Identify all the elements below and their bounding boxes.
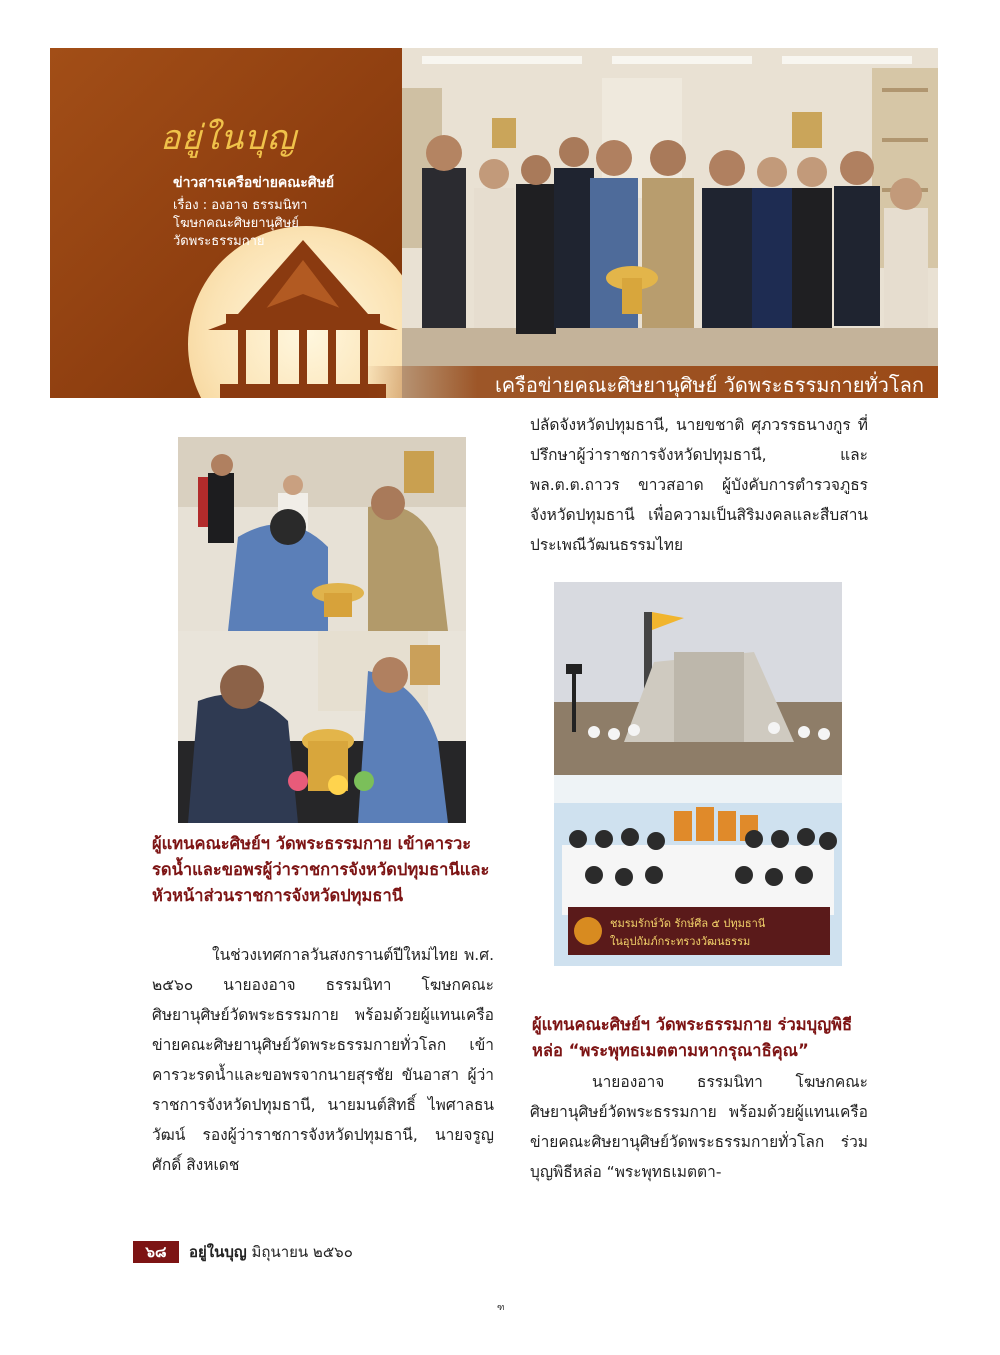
banner-line1: ชมรมรักษ์วัด รักษ์ศีล ๕ ปทุมธานี xyxy=(610,917,766,930)
article1-paragraph: ในช่วงเทศกาลวันสงกรานต์ปีใหม่ไทย พ.ศ. ๒๕๖๐ นายองอาจ ธรรมนิทา โฆษกคณะศิษยานุศิษย์วัดพระธรรมกาย พร้อมด้วยผู้แทนเครือข่ายคณะศิษยานุศิษย์วัดพระธรรมกายทั่วโลก เข้าคารวะรดน้ำและขอพรจากนายสุรชัย ขันอาสา ผู้ว่าราชการจังหวัดปทุมธานี, นายมนต์สิทธิ์ ไพศาลธนวัฒน์ รองผู้ว่าราชการจังหวัดปทุมธานี, นายจรูญศักดิ์ สิงหเดช xyxy=(152,946,494,1174)
photo-group-with-banner xyxy=(554,775,842,966)
magazine-logo: อยู่ในบุญ xyxy=(160,118,297,158)
footer-magazine-name: อยู่ในบุญ xyxy=(189,1243,247,1261)
photo-statue-casting-site xyxy=(554,582,842,775)
header-banner xyxy=(50,48,938,398)
article2-paragraph: นายองอาจ ธรรมนิทา โฆษกคณะศิษยานุศิษย์วัดพระธรรมกาย พร้อมด้วยผู้แทนเครือข่ายคณะศิษยานุศิษย์วัดพระธรรมกายทั่วโลก ร่วมบุญพิธีหล่อ “พระพุทธเมตตา- xyxy=(530,1073,868,1181)
article1-body xyxy=(152,940,494,1180)
author-org: วัดพระธรรมกาย xyxy=(173,234,265,249)
article1-heading: ผู้แทนคณะศิษย์ฯ วัดพระธรรมกาย เข้าคารวะรดน้ำและขอพรผู้ว่าราชการจังหวัดปทุมธานีและหัวหน้าส่วนราชการจังหวัดปทุมธานี xyxy=(152,834,490,905)
article1-continued-paragraph: ปลัดจังหวัดปทุมธานี, นายขชาติ ศุภวรรธนางกูร ที่ปรึกษาผู้ว่าราชการจังหวัดปทุมธานี, และ พล.ต.ต.ถาวร ขาวสอาด ผู้บังคับการตำรวจภูธรจังหวัดปทุมธานี เพื่อความเป็นสิริมงคลและสืบสานประเพณีวัฒนธรรมไทย xyxy=(530,416,868,554)
footer-magazine-info xyxy=(189,1241,353,1263)
column-credits xyxy=(173,172,393,251)
group-photo xyxy=(402,48,938,398)
byline: เรื่อง : องอาจ ธรรมนิทา xyxy=(173,198,308,213)
photo-water-pouring-police xyxy=(178,631,466,823)
page-number: ๖๘ xyxy=(133,1241,179,1263)
print-mark: ฑ xyxy=(497,1303,505,1313)
banner-line2: ในอุปถัมภ์กระทรวงวัฒนธรรม xyxy=(610,935,751,948)
banner-caption: เครือข่ายคณะศิษยานุศิษย์ วัดพระธรรมกายทั่วโลก xyxy=(494,373,924,397)
article2-heading: ผู้แทนคณะศิษย์ฯ วัดพระธรรมกาย ร่วมบุญพิธีหล่อ “พระพุทธเมตตามหากรุณาธิคุณ” xyxy=(532,1015,853,1060)
banner-caption-bar xyxy=(362,366,938,398)
author-role: โฆษกคณะศิษยานุศิษย์ xyxy=(173,216,299,231)
footer-issue: มิถุนายน ๒๕๖๐ xyxy=(251,1243,353,1261)
photo-water-pouring-governor xyxy=(178,437,466,631)
column-title: ข่าวสารเครือข่ายคณะศิษย์ xyxy=(173,175,335,191)
article1-continued xyxy=(530,410,868,560)
column-masthead xyxy=(50,48,402,398)
article2-body xyxy=(530,1067,868,1187)
